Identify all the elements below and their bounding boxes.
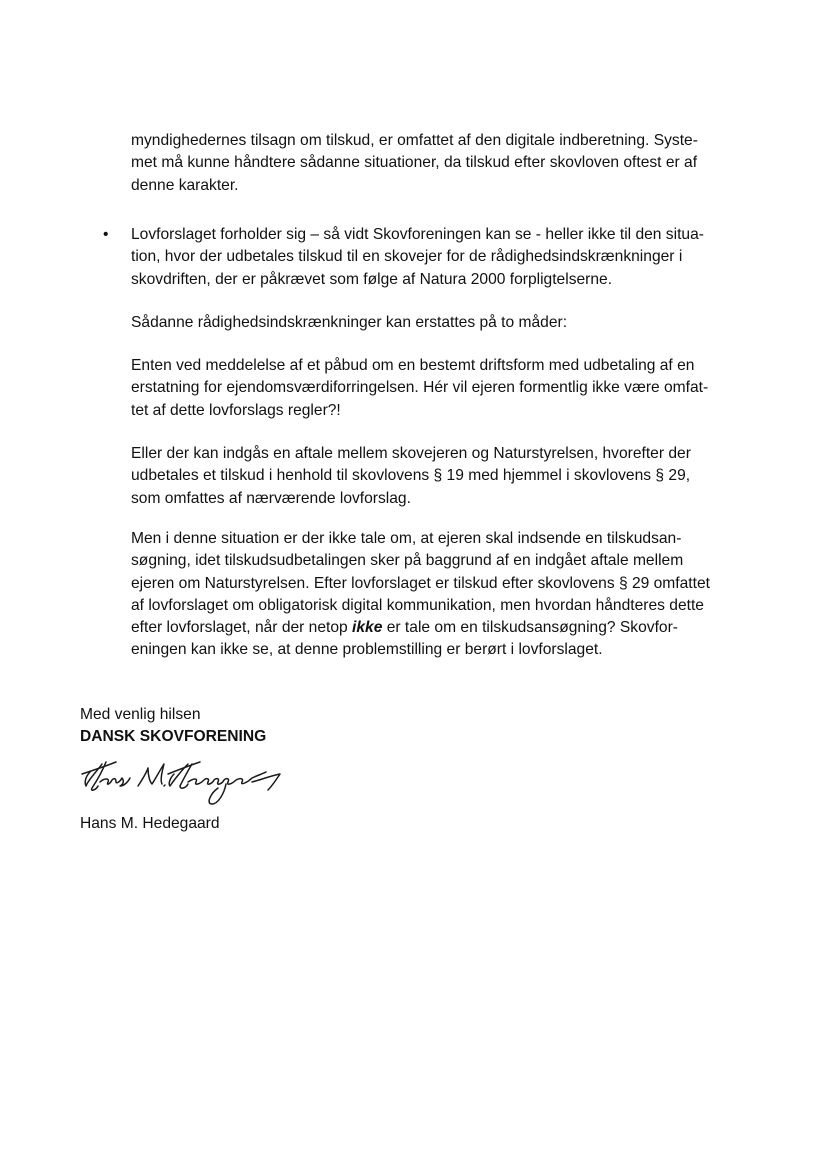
- text-line: som omfattes af nærværende lovforslag.: [131, 489, 411, 507]
- text-line: Lovforslaget forholder sig – så vidt Skovforeningen kan se - heller ikke til den situa-: [131, 226, 704, 243]
- signer-block: [80, 813, 220, 835]
- organization-name: DANSK SKOVFORENING: [80, 728, 267, 746]
- text-line: tet af dette lovforslags regler?!: [131, 401, 341, 419]
- handwritten-signature: [76, 752, 316, 812]
- text-line: Sådanne rådighedsindskrænkninger kan erstattes på to måder:: [131, 314, 568, 331]
- emphasis-word: ikke: [352, 619, 383, 637]
- but-paragraph: [131, 528, 771, 662]
- text-line: eningen kan ikke se, at denne problemstilling er berørt i lovforslaget.: [131, 641, 603, 659]
- continuation-paragraph: [131, 130, 771, 197]
- text-line: tion, hvor der udbetales tilskud til en skovejer for de rådighedsindskrænkninger i: [131, 248, 683, 266]
- text-line: Men i denne situation er der ikke tale om, at ejeren skal indsende en tilskudsan-: [131, 530, 682, 547]
- text-segment: er tale om en tilskudsansøgning? Skovfor-: [382, 619, 678, 637]
- bullet-paragraph: [131, 224, 771, 291]
- text-line: søgning, idet tilskudsudbetalingen sker på baggrund af en indgået aftale mellem: [131, 552, 684, 570]
- signer-name: Hans M. Hedegaard: [80, 815, 220, 832]
- or-paragraph: [131, 443, 771, 510]
- text-line-with-emphasis: [131, 617, 771, 639]
- text-line: af lovforslaget om obligatorisk digital kommunikation, men hvordan håndteres dette: [131, 596, 704, 614]
- bullet-marker: •: [103, 226, 109, 243]
- text-line: erstatning for ejendomsværdiforringelsen. Hér vil ejeren formentlig ikke være omfat-: [131, 379, 709, 397]
- greeting: Med venlig hilsen: [80, 706, 201, 723]
- text-line: myndighedernes tilsagn om tilskud, er omfattet af den digitale indberetning. Syste-: [131, 132, 698, 149]
- text-line: ejeren om Naturstyrelsen. Efter lovforslaget er tilskud efter skovlovens § 29 omfattet: [131, 574, 710, 592]
- closing-block: [80, 704, 266, 749]
- text-segment: efter lovforslaget, når der netop: [131, 619, 353, 637]
- text-line: Enten ved meddelelse af et påbud om en bestemt driftsform med udbetaling af en: [131, 357, 695, 374]
- either-paragraph: [131, 355, 771, 422]
- text-line: skovdriften, der er påkrævet som følge af Natura 2000 forpligtelserne.: [131, 270, 613, 288]
- text-line: met må kunne håndtere sådanne situationer, da tilskud efter skovloven oftest er af: [131, 154, 698, 172]
- text-line: Eller der kan indgås en aftale mellem skovejeren og Naturstyrelsen, hvorefter der: [131, 445, 691, 462]
- text-line: denne karakter.: [131, 176, 239, 194]
- text-line: udbetales et tilskud i henhold til skovlovens § 19 med hjemmel i skovlovens § 29,: [131, 467, 691, 485]
- two-ways-paragraph: [131, 312, 771, 334]
